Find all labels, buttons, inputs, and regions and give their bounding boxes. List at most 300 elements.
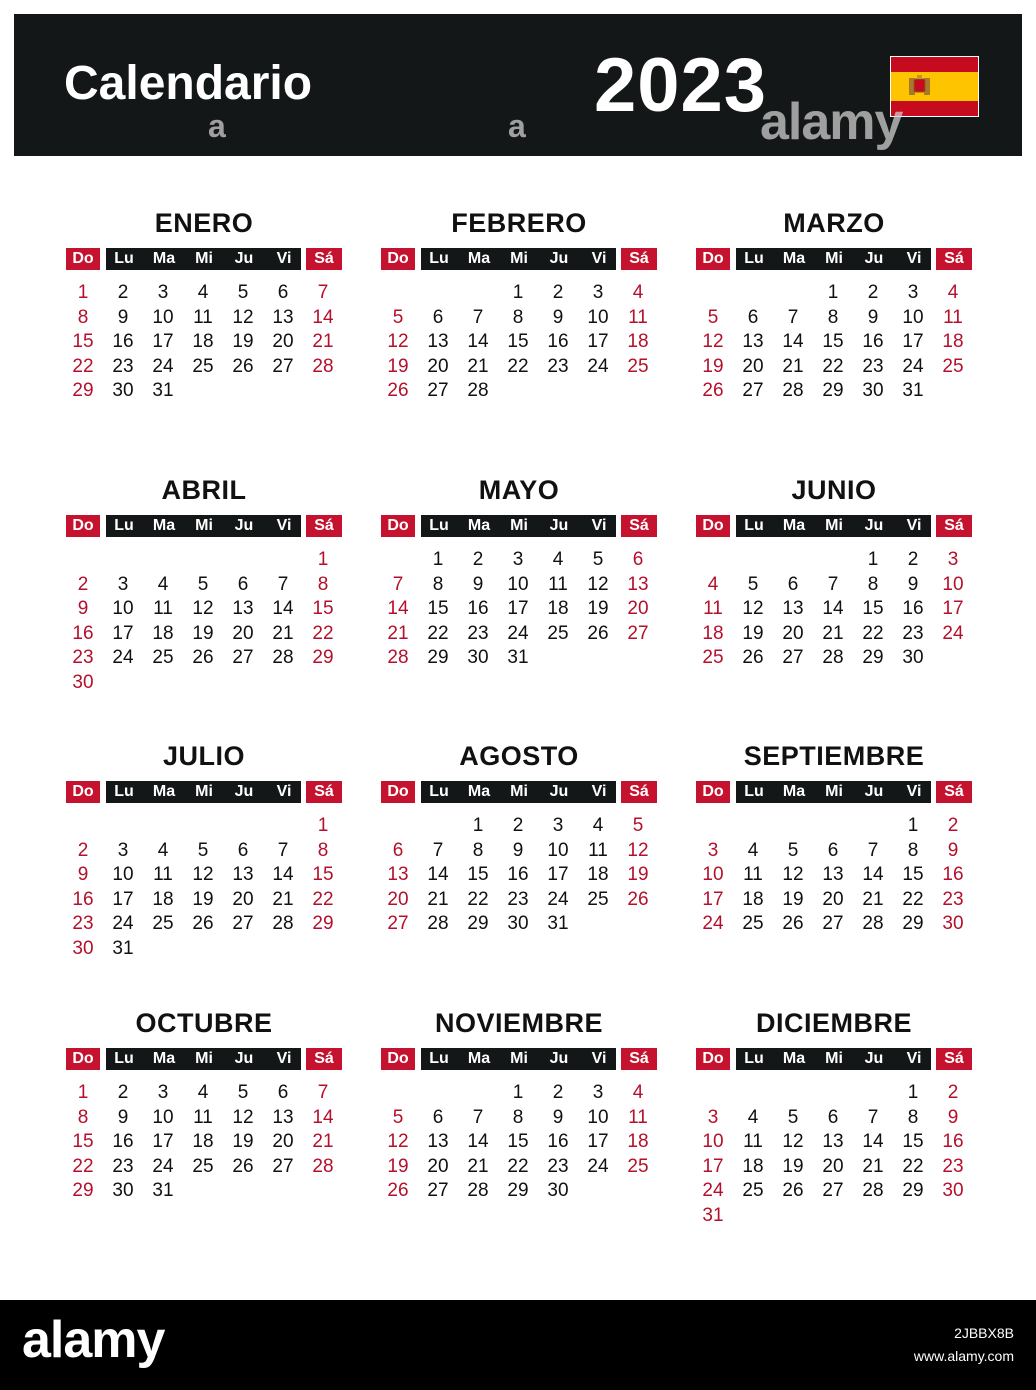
day-cell: 10 [152, 306, 174, 328]
day-cell: 4 [157, 839, 169, 861]
day-cell: 8 [907, 1106, 919, 1128]
day-cell: 27 [822, 1180, 844, 1202]
weekday-header [696, 515, 972, 537]
day-cell: 27 [782, 647, 804, 669]
day-cell: 5 [787, 1106, 799, 1128]
day-cell: 3 [157, 1082, 169, 1103]
watermark-text: alamy [760, 93, 903, 151]
day-cell: 23 [547, 355, 569, 377]
day-cell: 12 [192, 864, 214, 886]
weekday-label: Vi [906, 1050, 922, 1067]
weekday-label: Mi [195, 1050, 213, 1067]
weekday-header [381, 781, 657, 803]
weekday-label: Mi [195, 783, 213, 800]
day-cell: 22 [72, 1155, 94, 1177]
day-cell: 7 [472, 1106, 484, 1128]
month-name: JUNIO [791, 475, 877, 505]
day-cell: 19 [387, 1155, 409, 1177]
day-cell: 21 [312, 331, 334, 353]
day-cell: 11 [588, 839, 608, 861]
weekday-header [66, 781, 342, 803]
day-cell: 6 [237, 573, 249, 595]
day-cell: 24 [507, 622, 529, 644]
month-name: ABRIL [161, 475, 247, 505]
day-cell: 14 [427, 864, 449, 886]
day-cell: 23 [942, 888, 964, 910]
day-cell: 20 [427, 355, 449, 377]
day-cell: 8 [77, 306, 89, 328]
weekday-label: Do [66, 781, 100, 803]
day-cell: 11 [153, 864, 173, 886]
day-cell: 21 [822, 622, 844, 644]
weekday-label: Mi [195, 250, 213, 267]
day-cell: 10 [547, 839, 569, 861]
day-cell: 14 [312, 1106, 334, 1128]
day-cell: 22 [312, 888, 334, 910]
day-cell: 25 [192, 355, 214, 377]
day-cell: 6 [827, 839, 839, 861]
weekday-label: Do [696, 248, 730, 270]
day-cell: 22 [862, 622, 884, 644]
day-cell: 16 [862, 331, 884, 353]
day-cell: 21 [862, 1155, 884, 1177]
weekday-label: Ma [467, 517, 491, 534]
weekday-label: Do [381, 248, 415, 270]
day-cell: 23 [112, 1155, 134, 1177]
day-cell: 5 [392, 1106, 404, 1128]
weekday-label: Do [381, 1048, 415, 1070]
weekday-label: Ju [864, 517, 884, 534]
day-cell: 13 [427, 1131, 449, 1153]
weekday-label: Vi [591, 517, 607, 534]
day-cell: 7 [317, 1082, 329, 1103]
day-cell: 29 [467, 913, 489, 935]
day-cell: 16 [112, 1131, 134, 1153]
month-name: FEBRERO [451, 208, 587, 238]
day-cell: 15 [507, 331, 529, 353]
weekday-label: Lu [744, 1050, 764, 1067]
day-cell: 7 [827, 573, 839, 595]
weekday-label: Ju [549, 517, 569, 534]
weekday-label: Sá [306, 515, 342, 537]
weekday-label: Sá [621, 781, 657, 803]
weekday-label: Do [381, 515, 415, 537]
day-cell: 10 [587, 306, 609, 328]
day-cell: 21 [427, 888, 449, 910]
day-cell: 5 [237, 282, 249, 303]
day-cell: 11 [628, 1106, 648, 1128]
day-cell: 5 [747, 573, 759, 595]
day-cell: 25 [547, 622, 569, 644]
day-cell: 15 [862, 598, 884, 620]
day-cell: 19 [627, 864, 649, 886]
day-cell: 10 [942, 573, 964, 595]
day-cell: 11 [548, 573, 568, 595]
day-cell: 29 [862, 647, 884, 669]
day-cell: 3 [117, 573, 129, 595]
day-cell: 17 [702, 1155, 724, 1177]
month-block [696, 208, 972, 438]
day-cell: 20 [427, 1155, 449, 1177]
day-cell: 10 [112, 598, 134, 620]
day-cell: 23 [467, 622, 489, 644]
day-cell: 31 [507, 647, 529, 669]
day-cell: 9 [512, 839, 524, 861]
day-cell: 23 [942, 1155, 964, 1177]
weekday-label: Vi [591, 250, 607, 267]
month-block [696, 475, 972, 705]
calendar-title: Calendario [64, 57, 313, 110]
month-block [381, 475, 657, 705]
day-cell: 20 [627, 598, 649, 620]
day-cell: 16 [72, 888, 94, 910]
weekday-label: Do [696, 781, 730, 803]
day-cell: 6 [392, 839, 404, 861]
month-block [66, 475, 342, 705]
weekday-label: Lu [744, 517, 764, 534]
day-cell: 15 [72, 331, 94, 353]
weekday-label: Do [381, 781, 415, 803]
day-cell: 2 [947, 815, 959, 836]
day-cell: 26 [387, 380, 409, 402]
weekday-label: Sá [936, 1048, 972, 1070]
day-cell: 28 [782, 380, 804, 402]
day-cell: 22 [902, 888, 924, 910]
day-cell: 13 [387, 864, 409, 886]
day-cell: 26 [387, 1180, 409, 1202]
day-cell: 19 [782, 1155, 804, 1177]
day-cell: 1 [867, 549, 879, 570]
weekday-label: Sá [936, 515, 972, 537]
day-cell: 28 [467, 1180, 489, 1202]
day-cell: 31 [152, 380, 174, 402]
day-cell: 1 [432, 549, 444, 570]
day-cell: 14 [467, 1131, 489, 1153]
month-block [381, 1008, 657, 1238]
day-cell: 29 [72, 380, 94, 402]
day-cell: 24 [702, 913, 724, 935]
day-cell: 29 [822, 380, 844, 402]
day-cell: 5 [392, 306, 404, 328]
day-cell: 5 [592, 549, 604, 570]
day-cell: 25 [152, 913, 174, 935]
day-cell: 18 [942, 331, 964, 353]
day-cell: 5 [197, 839, 209, 861]
day-cell: 2 [867, 282, 879, 303]
day-cell: 18 [627, 1131, 649, 1153]
day-cell: 17 [902, 331, 924, 353]
day-cell: 25 [627, 1155, 649, 1177]
day-cell: 10 [152, 1106, 174, 1128]
day-cell: 12 [702, 331, 724, 353]
weekday-label: Ma [467, 1050, 491, 1067]
day-cell: 11 [193, 306, 213, 328]
day-cell: 26 [232, 1155, 254, 1177]
day-cell: 2 [552, 282, 564, 303]
day-cell: 9 [947, 839, 959, 861]
weekday-label: Mi [825, 517, 843, 534]
weekday-label: Ju [234, 783, 254, 800]
calendar-header [14, 14, 1022, 156]
weekday-label: Ju [549, 1050, 569, 1067]
weekday-label: Ma [782, 1050, 806, 1067]
day-cell: 11 [743, 1131, 763, 1153]
day-cell: 1 [827, 282, 839, 303]
day-cell: 26 [782, 1180, 804, 1202]
day-cell: 17 [587, 1131, 609, 1153]
day-cell: 4 [947, 282, 959, 303]
weekday-label: Sá [936, 248, 972, 270]
day-cell: 9 [867, 306, 879, 328]
day-cell: 30 [942, 1180, 964, 1202]
day-cell: 6 [432, 1106, 444, 1128]
day-cell: 13 [232, 864, 254, 886]
day-cell: 2 [512, 815, 524, 836]
day-cell: 28 [427, 913, 449, 935]
day-cell: 1 [907, 1082, 919, 1103]
day-cell: 30 [72, 672, 94, 693]
day-cell: 6 [787, 573, 799, 595]
day-cell: 15 [312, 598, 334, 620]
day-cell: 28 [467, 380, 489, 402]
day-cell: 7 [277, 573, 289, 595]
day-cell: 25 [742, 913, 764, 935]
day-cell: 8 [77, 1106, 89, 1128]
day-cell: 26 [702, 380, 724, 402]
weekday-label: Ju [234, 1050, 254, 1067]
day-cell: 14 [862, 1131, 884, 1153]
footer-url: www.alamy.com [913, 1348, 1014, 1364]
day-cell: 9 [77, 864, 89, 886]
day-cell: 17 [152, 331, 174, 353]
weekday-label: Ma [152, 783, 176, 800]
month-name: ENERO [154, 208, 254, 238]
day-cell: 10 [902, 306, 924, 328]
day-cell: 24 [702, 1180, 724, 1202]
day-cell: 17 [587, 331, 609, 353]
day-cell: 15 [822, 331, 844, 353]
day-cell: 19 [742, 622, 764, 644]
day-cell: 15 [507, 1131, 529, 1153]
day-cell: 31 [112, 938, 134, 959]
weekday-label: Ju [549, 250, 569, 267]
day-cell: 20 [272, 1131, 294, 1153]
day-cell: 7 [317, 282, 329, 303]
weekday-label: Mi [510, 1050, 528, 1067]
weekday-label: Vi [591, 1050, 607, 1067]
day-cell: 9 [552, 306, 564, 328]
day-cell: 8 [512, 1106, 524, 1128]
day-cell: 16 [547, 331, 569, 353]
day-cell: 27 [427, 1180, 449, 1202]
day-cell: 19 [232, 331, 254, 353]
day-cell: 18 [152, 888, 174, 910]
day-cell: 22 [507, 1155, 529, 1177]
day-cell: 19 [387, 355, 409, 377]
day-cell: 16 [942, 1131, 964, 1153]
day-cell: 27 [232, 913, 254, 935]
month-name: OCTUBRE [135, 1008, 273, 1038]
day-cell: 3 [552, 815, 564, 836]
day-cell: 4 [197, 282, 209, 303]
day-cell: 23 [547, 1155, 569, 1177]
day-cell: 3 [707, 1106, 719, 1128]
weekday-label: Vi [906, 517, 922, 534]
day-cell: 16 [902, 598, 924, 620]
day-cell: 31 [702, 1205, 724, 1226]
day-cell: 5 [632, 815, 644, 836]
day-cell: 28 [822, 647, 844, 669]
day-cell: 8 [907, 839, 919, 861]
day-cell: 21 [312, 1131, 334, 1153]
weekday-label: Mi [825, 1050, 843, 1067]
day-cell: 23 [862, 355, 884, 377]
day-cell: 3 [592, 1082, 604, 1103]
day-cell: 12 [232, 306, 254, 328]
day-cell: 29 [312, 913, 334, 935]
day-cell: 4 [157, 573, 169, 595]
day-cell: 3 [707, 839, 719, 861]
day-cell: 18 [702, 622, 724, 644]
day-cell: 8 [827, 306, 839, 328]
day-cell: 22 [902, 1155, 924, 1177]
day-cell: 22 [507, 355, 529, 377]
weekday-label: Lu [429, 1050, 449, 1067]
day-cell: 12 [387, 331, 409, 353]
weekday-label: Ju [549, 783, 569, 800]
day-cell: 20 [232, 888, 254, 910]
weekday-label: Do [66, 248, 100, 270]
day-cell: 9 [947, 1106, 959, 1128]
day-cell: 11 [703, 598, 723, 620]
weekday-header [696, 248, 972, 270]
day-cell: 1 [512, 1082, 524, 1103]
day-cell: 30 [902, 647, 924, 669]
day-cell: 1 [317, 549, 329, 570]
day-cell: 16 [547, 1131, 569, 1153]
day-cell: 25 [192, 1155, 214, 1177]
day-cell: 7 [277, 839, 289, 861]
day-cell: 16 [72, 622, 94, 644]
day-cell: 12 [627, 839, 649, 861]
day-cell: 19 [232, 1131, 254, 1153]
weekday-label: Ma [782, 250, 806, 267]
day-cell: 23 [112, 355, 134, 377]
weekday-label: Ma [152, 250, 176, 267]
day-cell: 17 [112, 622, 134, 644]
weekday-header [66, 515, 342, 537]
weekday-label: Sá [306, 248, 342, 270]
day-cell: 14 [782, 331, 804, 353]
day-cell: 14 [467, 331, 489, 353]
month-block [66, 1008, 342, 1238]
day-cell: 11 [153, 598, 173, 620]
day-cell: 24 [547, 888, 569, 910]
day-cell: 27 [272, 355, 294, 377]
weekday-label: Lu [114, 250, 134, 267]
day-cell: 23 [507, 888, 529, 910]
day-cell: 29 [72, 1180, 94, 1202]
day-cell: 8 [472, 839, 484, 861]
day-cell: 28 [272, 913, 294, 935]
day-cell: 24 [152, 1155, 174, 1177]
weekday-label: Mi [825, 250, 843, 267]
footer-logo: alamy [22, 1311, 165, 1369]
day-cell: 16 [942, 864, 964, 886]
day-cell: 16 [467, 598, 489, 620]
day-cell: 25 [942, 355, 964, 377]
weekday-label: Lu [114, 517, 134, 534]
day-cell: 12 [192, 598, 214, 620]
weekday-label: Ma [782, 783, 806, 800]
day-cell: 5 [237, 1082, 249, 1103]
day-cell: 13 [232, 598, 254, 620]
watermark-letter: a [508, 108, 526, 144]
day-cell: 9 [117, 306, 129, 328]
day-cell: 27 [742, 380, 764, 402]
weekday-label: Vi [906, 783, 922, 800]
day-cell: 19 [702, 355, 724, 377]
day-cell: 3 [157, 282, 169, 303]
day-cell: 3 [947, 549, 959, 570]
day-cell: 15 [902, 1131, 924, 1153]
day-cell: 26 [587, 622, 609, 644]
day-cell: 6 [277, 1082, 289, 1103]
day-cell: 14 [272, 864, 294, 886]
day-cell: 28 [862, 1180, 884, 1202]
day-cell: 9 [552, 1106, 564, 1128]
day-cell: 24 [152, 355, 174, 377]
day-cell: 31 [547, 913, 569, 935]
weekday-label: Sá [621, 515, 657, 537]
day-cell: 4 [552, 549, 564, 570]
weekday-label: Ju [234, 250, 254, 267]
month-block [66, 208, 342, 438]
day-cell: 4 [747, 839, 759, 861]
day-cell: 24 [587, 355, 609, 377]
day-cell: 24 [587, 1155, 609, 1177]
day-cell: 18 [152, 622, 174, 644]
day-cell: 17 [112, 888, 134, 910]
weekday-header [66, 1048, 342, 1070]
day-cell: 12 [232, 1106, 254, 1128]
day-cell: 5 [707, 306, 719, 328]
day-cell: 1 [472, 815, 484, 836]
day-cell: 30 [942, 913, 964, 935]
day-cell: 13 [272, 306, 294, 328]
day-cell: 28 [312, 1155, 334, 1177]
day-cell: 22 [467, 888, 489, 910]
day-cell: 25 [587, 888, 609, 910]
weekday-label: Vi [906, 250, 922, 267]
day-cell: 29 [902, 1180, 924, 1202]
day-cell: 20 [272, 331, 294, 353]
day-cell: 26 [232, 355, 254, 377]
day-cell: 1 [77, 282, 89, 303]
day-cell: 14 [862, 864, 884, 886]
day-cell: 31 [152, 1180, 174, 1202]
day-cell: 27 [427, 380, 449, 402]
month-name: JULIO [162, 741, 245, 771]
day-cell: 7 [472, 306, 484, 328]
day-cell: 4 [747, 1106, 759, 1128]
day-cell: 30 [72, 938, 94, 959]
day-cell: 30 [112, 1180, 134, 1202]
day-cell: 17 [507, 598, 529, 620]
day-cell: 26 [627, 888, 649, 910]
weekday-label: Mi [510, 783, 528, 800]
day-cell: 10 [112, 864, 134, 886]
